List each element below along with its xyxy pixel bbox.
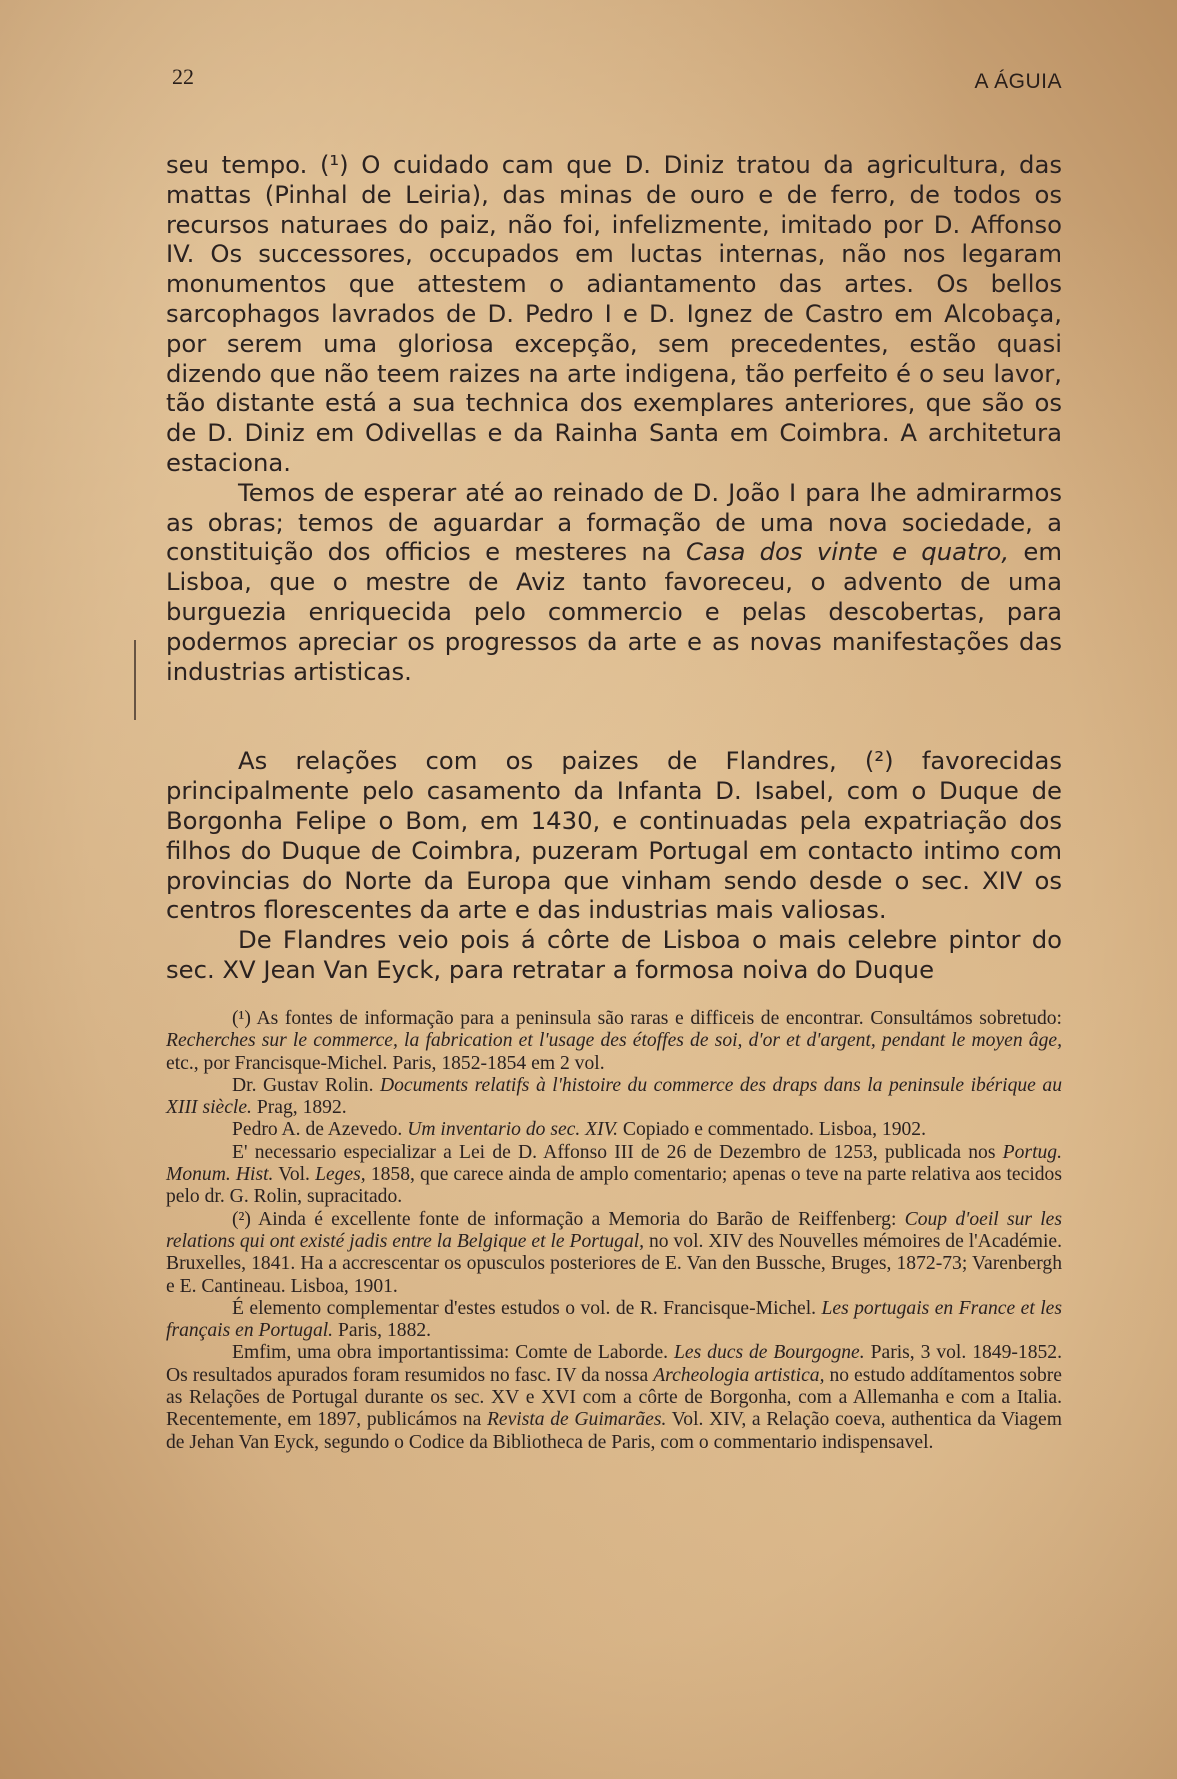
footnote-1 (166, 1008, 1062, 1075)
footnote-text: Pedro A. de Azevedo. (232, 1119, 408, 1141)
body-text (166, 150, 1062, 985)
footnote-italic: Coup d'oeil sur les relations qui ont existé jadis entre la Belgique et le Portugal, (166, 1208, 1063, 1252)
footnote-text: (¹) As fontes de informação para a peninsula são raras e difficeis de encontrar. Consultámos sobretudo: (232, 1008, 1062, 1029)
paragraph-4: De Flandres veio pois á côrte de Lisboa o mais celebre pintor do sec. XV Jean Van Eyck, para retratar a formosa noiva do Duque (166, 925, 1062, 984)
paragraph-1: seu tempo. (¹) O cuidado cam que D. Diniz tratou da agricultura, das mattas (Pinhal de Leiria), das minas de ouro e de ferro, de todos os recursos naturaes do paiz, não foi, infelizmente, imitado por D. Affonso IV. Os successores, occupados em luctas internas, não nos legaram monumentos que attestem o adiantamento das artes. Os bellos sarcophagos lavrados de D. Pedro I e D. Ignez de Castro em Alcobaça, por serem uma gloriosa excepção, sem precedentes, estão quasi dizendo que não teem raizes na arte indigena, tão perfeito é o seu lavor, tão distante está a sua technica dos exemplares anteriores, que são os de D. Diniz em Odivellas e da Rainha Santa em Coimbra. A architetura estaciona. (166, 150, 1062, 477)
footnote-text: Paris, 1882. (333, 1320, 432, 1342)
footnote-text: Paris, 3 vol. 1849-1852. Os resultados apurados foram resumidos no fasc. IV da nossa (166, 1342, 1063, 1386)
footnote-text: Copiado e commentado. Lisboa, 1902. (618, 1119, 926, 1141)
footnote-2-laborde (166, 1342, 1062, 1453)
footnote-text: Prag, 1892. (251, 1097, 347, 1119)
footnote-text: Emfim, uma obra importantissima: Comte de Laborde. (232, 1342, 674, 1364)
footnote-2 (166, 1209, 1062, 1298)
paragraph-2-text: Temos de esperar até ao reinado de D. João I para lhe admirarmos as obras; temos de aguardar a formação de uma nova sociedade, a constituição dos officios e mesteres na (166, 477, 1062, 567)
section-break (166, 686, 1062, 746)
footnote-text: Vol. (273, 1164, 316, 1186)
page-number: 22 (172, 64, 194, 89)
footnote-text: E' necessario especializar a Lei de D. Affonso III de 26 de Dezembro de 1253, publicada nos (232, 1141, 1003, 1163)
footnote-italic: Revista de Guimarães. (486, 1409, 667, 1431)
footnote-1-lei (166, 1142, 1062, 1209)
footnote-italic: Archeologia artistica, (653, 1364, 825, 1386)
running-title: A ÁGUIA (974, 70, 1062, 93)
footnote-2-michel (166, 1298, 1062, 1343)
paragraph-2-text-end: em Lisboa, que o mestre de Aviz tanto favoreceu, o advento de uma burguezia enriquecida pelo commercio e pelas descobertas, para podermos apreciar os progressos da arte e as novas manifestações das industrias artisticas. (166, 537, 1063, 686)
footnote-1-azevedo (166, 1119, 1062, 1141)
paragraph-3: As relações com os paizes de Flandres, (²) favorecidas principalmente pelo casamento da Infanta D. Isabel, com o Duque de Borgonha Felipe o Bom, em 1430, e continuadas pela expatriação dos filhos do Duque de Coimbra, puzeram Portugal em contacto intimo com provincias do Norte da Europa que vinham sendo desde o sec. XIV os centros florescentes da arte e das industrias mais valiosas. (166, 746, 1062, 925)
footnote-text: Dr. Gustav Rolin. (232, 1074, 380, 1096)
footnote-text: no vol. XIV des Nouvelles mémoires de l'Académie. Bruxelles, 1841. Ha a accrescentar os opusculos posteriores de E. Van den Bussche, Bruges, 1872-73; Varenbergh e E. Cantineau. Lisboa, 1901. (166, 1230, 1062, 1297)
paragraph-2-italic: Casa dos vinte e quatro, (685, 537, 1010, 567)
footnote-italic: Um inventario do sec. XIV. (407, 1119, 618, 1141)
footnote-text: Vol. XIV, a Relação coeva, authentica da Viagem de Jehan Van Eyck, segundo o Codice da Bibliotheca de Paris, com o commentario indispensavel. (166, 1409, 1062, 1453)
footnotes (166, 1008, 1062, 1454)
footnote-text: É elemento complementar d'estes estudos o vol. de R. Francisque-Michel. (232, 1297, 822, 1319)
footnote-italic: Les ducs de Bourgogne. (674, 1342, 865, 1364)
page-header (172, 64, 1062, 104)
footnote-italic: Leges, (315, 1164, 366, 1186)
footnote-text: no estudo addítamentos sobre as Relações de Portugal durante os sec. XV e XVI com a côrte de Borgonha, com a Allemanha e com a Italia. Recentemente, em 1897, publicámos na (166, 1364, 1062, 1431)
footnote-italic: Les portugais en France et les français en Portugal. (166, 1297, 1062, 1342)
footnote-text: etc., por Francisque-Michel. Paris, 1852-1854 em 2 vol. (166, 1052, 605, 1074)
footnote-1-rolin (166, 1075, 1062, 1120)
footnote-text: (²) Ainda é excellente fonte de informação a Memoria do Barão de Reiffenberg: (232, 1208, 905, 1230)
footnote-text: 1858, que carece ainda de amplo comentario; apenas o teve na parte relativa aos tecidos pelo dr. G. Rolin, supracitado. (166, 1164, 1062, 1208)
paragraph-2 (166, 478, 1062, 687)
footnote-italic: Recherches sur le commerce, la fabrication et l'usage des étoffes de soi, d'or et d'argent, pendant le moyen âge, (166, 1030, 1062, 1052)
footnote-italic: Portug. Monum. Hist. (166, 1141, 1062, 1186)
footnote-italic: Documents relatifs à l'histoire du commerce des draps dans la peninsule ibérique au XIII siècle. (166, 1074, 1062, 1119)
margin-mark (134, 640, 136, 720)
